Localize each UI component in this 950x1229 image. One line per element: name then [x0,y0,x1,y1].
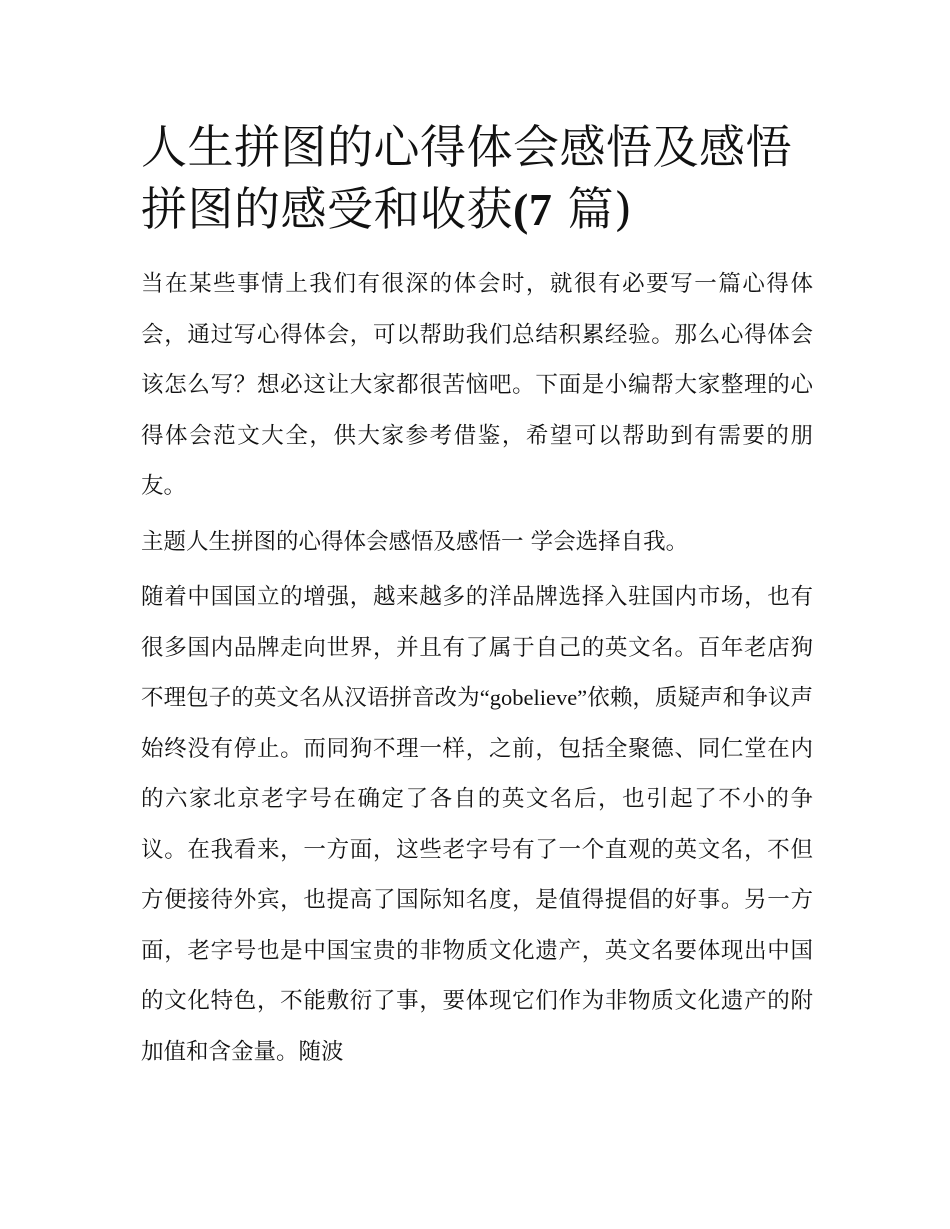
title-text: 人生拼图的心得体会感悟及感悟 拼图的感受和收获 [141,120,792,236]
body-text-after: 依赖，质疑声和争议声始终没有停止。而同狗不理一样，之前，包括全聚德、同仁堂在内的六家北京老字号在确定了各自的英文名后，也引起了不小的争议。在我看来，一方面，这些老字号有了一个直观的英文名，不但方便接待外宾，也提高了国际知名度，是值得提倡的好事。另一方面，老字号也是中国宝贵的非物质文化遗产，英文名要体现出中国的文化特色，不能敷衍了事，要体现它们作为非物质文化遗产的附加值和含金量。随波 [141,685,813,1065]
document-body [141,259,813,1077]
body-paragraph [141,572,813,1077]
body-text-before: 随着中国国立的增强，越来越多的洋品牌选择入驻国内市场，也有很多国内品牌走向世界，并且有了属于自己的英文名。百年老店狗不理包子的英文名从汉语拼音改为 [141,584,813,711]
brand-name: “gobelieve” [479,685,588,710]
title-suffix: 篇) [552,182,633,236]
title-count: (7 [513,184,553,235]
document-page [141,116,813,1082]
document-title [141,116,813,241]
section-heading: 主题人生拼图的心得体会感悟及感悟一 学会选择自我。 [141,528,689,555]
intro-paragraph: 当在某些事情上我们有很深的体会时，就很有必要写一篇心得体会，通过写心得体会，可以帮助我们总结积累经验。那么心得体会该怎么写？想必这让大家都很苦恼吧。下面是小编帮大家整理的心得体会范文大全，供大家参考借鉴，希望可以帮助到有需要的朋友。 [141,271,813,499]
